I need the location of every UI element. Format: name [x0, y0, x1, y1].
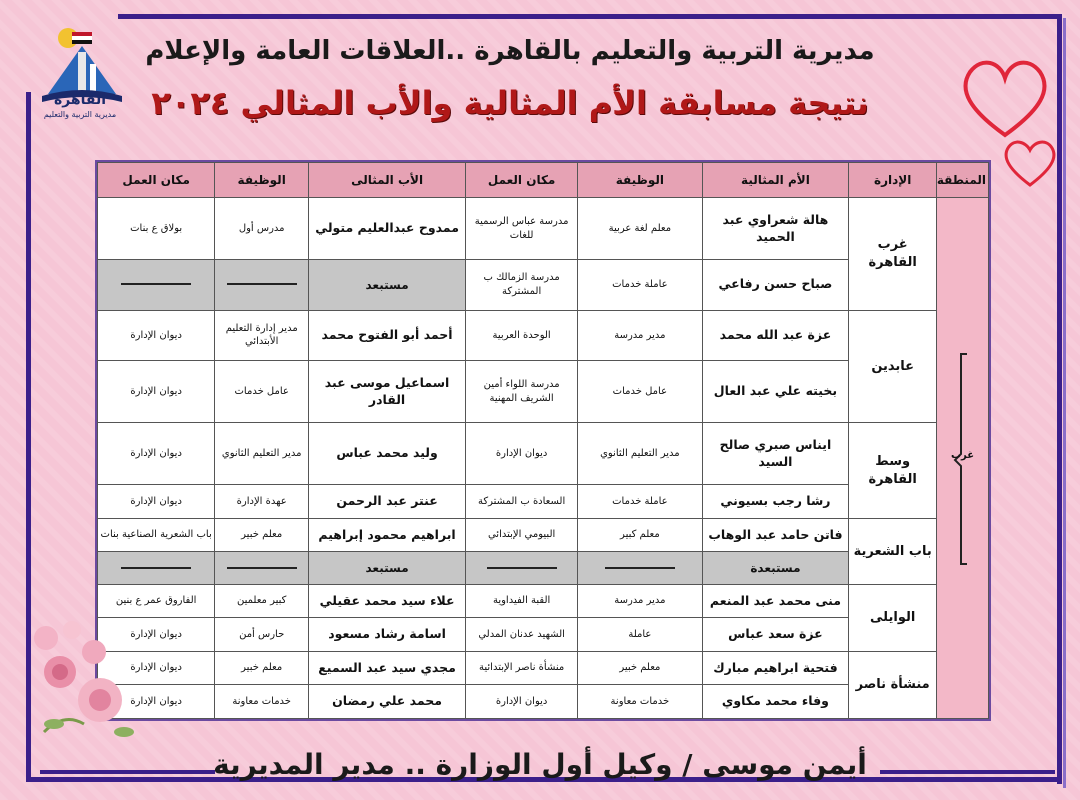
father-place: ديوان الإدارة — [98, 485, 215, 519]
mother-name: فتحية ابراهيم مبارك — [702, 651, 849, 685]
mother-job: معلم كبير — [578, 518, 702, 552]
admin-cell: غرب القاهرة — [849, 198, 937, 311]
region-cell — [937, 198, 989, 719]
table-row — [98, 651, 989, 685]
logo-subtitle: مديرية التربية والتعليم — [43, 110, 117, 119]
mother-job: خدمات معاونة — [578, 685, 702, 719]
father-name: علاء سيد محمد عقيلي — [309, 584, 466, 618]
father-job: خدمات معاونة — [215, 685, 309, 719]
father-job: معلم خبير — [215, 518, 309, 552]
roses-icon — [24, 612, 144, 752]
col-header-father-name: الأب المثالى — [309, 163, 466, 198]
father-place: بولاق ع بنات — [98, 198, 215, 260]
col-header-admin: الإدارة — [849, 163, 937, 198]
mother-job: عاملة خدمات — [578, 260, 702, 311]
col-header-father-job: الوظيفة — [215, 163, 309, 198]
table-row — [98, 310, 989, 361]
admin-cell: وسط القاهرة — [849, 423, 937, 519]
mother-name: هالة شعراوي عبد الحميد — [702, 198, 849, 260]
footer-line-left — [40, 770, 215, 774]
mother-name: منى محمد عبد المنعم — [702, 584, 849, 618]
mother-place: السعادة ب المشتركة — [466, 485, 578, 519]
mother-job: مدير التعليم الثانوي — [578, 423, 702, 485]
father-place: ديوان الإدارة — [98, 361, 215, 423]
father-job: مدرس أول — [215, 198, 309, 260]
mother-job: مدير مدرسة — [578, 584, 702, 618]
mother-place: الوحدة العربية — [466, 310, 578, 361]
father-name: وليد محمد عباس — [309, 423, 466, 485]
father-place-empty — [98, 260, 215, 311]
mother-name: فاتن حامد عبد الوهاب — [702, 518, 849, 552]
mother-excluded: مستبعدة — [702, 552, 849, 584]
mother-name: رشا رجب بسيوني — [702, 485, 849, 519]
father-job: مدير إدارة التعليم الأبتدائي — [215, 310, 309, 361]
col-header-mother-name: الأم المثالية — [702, 163, 849, 198]
mother-place: البيومي الإبتدائي — [466, 518, 578, 552]
mother-name: ايناس صبري صالح السيد — [702, 423, 849, 485]
father-place: ديوان الإدارة — [98, 618, 215, 652]
mother-place: ديوان الإدارة — [466, 423, 578, 485]
father-excluded: مستبعد — [309, 552, 466, 584]
father-name: ممدوح عبدالعليم متولي — [309, 198, 466, 260]
mother-place: ديوان الإدارة — [466, 685, 578, 719]
table-row — [98, 518, 989, 552]
admin-cell: باب الشعرية — [849, 518, 937, 584]
footer-signature: أيمن موسى / وكيل أول الوزارة .. مدير المديرية — [213, 748, 867, 781]
father-place: الفاروق عمر ع بنين — [98, 584, 215, 618]
mother-job: عامل خدمات — [578, 361, 702, 423]
mother-place: الشهيد عدنان المدلي — [466, 618, 578, 652]
mother-place: القبة الفيداوية — [466, 584, 578, 618]
mother-job-empty — [578, 552, 702, 584]
mother-job: معلم خبير — [578, 651, 702, 685]
mother-name: عزة عبد الله محمد — [702, 310, 849, 361]
mother-place: مدرسة عباس الرسمية للغات — [466, 198, 578, 260]
father-name: ابراهيم محمود إبراهيم — [309, 518, 466, 552]
table-row — [98, 584, 989, 618]
father-name: اسامة رشاد مسعود — [309, 618, 466, 652]
father-name: مجدي سيد عبد السميع — [309, 651, 466, 685]
father-place: ديوان الإدارة — [98, 651, 215, 685]
father-place: باب الشعرية الصناعية بنات — [98, 518, 215, 552]
father-place: ديوان الإدارة — [98, 423, 215, 485]
col-header-region: المنطقة — [937, 163, 989, 198]
mother-name: عزة سعد عباس — [702, 618, 849, 652]
mother-job: معلم لغة عربية — [578, 198, 702, 260]
logo-name: القاهرة — [53, 92, 107, 108]
col-header-mother-place: مكان العمل — [466, 163, 578, 198]
father-job: كبير معلمين — [215, 584, 309, 618]
admin-cell: عابدين — [849, 310, 937, 423]
father-job-empty — [215, 552, 309, 584]
mother-place: مدرسة الزمالك ب المشتركة — [466, 260, 578, 311]
mother-place: منشأة ناصر الإبتدائية — [466, 651, 578, 685]
father-job: عهدة الإدارة — [215, 485, 309, 519]
region-label: غرب — [950, 449, 975, 461]
table-row — [98, 198, 989, 260]
father-excluded: مستبعد — [309, 260, 466, 311]
results-title: نتيجة مسابقة الأم المثالية والأب المثالي ٢٠٢٤ — [151, 84, 869, 122]
admin-cell: الوايلى — [849, 584, 937, 651]
table-row — [98, 423, 989, 485]
header-title: مديرية التربية والتعليم بالقاهرة ..العلاقات العامة والإعلام — [145, 36, 875, 66]
mother-job: عاملة — [578, 618, 702, 652]
footer-line-right — [880, 770, 1055, 774]
father-name: أحمد أبو الفتوح محمد — [309, 310, 466, 361]
father-job-empty — [215, 260, 309, 311]
father-job: مدير التعليم الثانوي — [215, 423, 309, 485]
frame-right-shadow — [1063, 18, 1066, 788]
mother-name: صباح حسن رفاعي — [702, 260, 849, 311]
father-job: عامل خدمات — [215, 361, 309, 423]
father-place: ديوان الإدارة — [98, 685, 215, 719]
admin-cell: منشأة ناصر — [849, 651, 937, 718]
father-name: عنتر عبد الرحمن — [309, 485, 466, 519]
mother-name: وفاء محمد مكاوي — [702, 685, 849, 719]
father-job: حارس أمن — [215, 618, 309, 652]
frame-top — [118, 14, 1062, 19]
col-header-father-place: مكان العمل — [98, 163, 215, 198]
col-header-mother-job: الوظيفة — [578, 163, 702, 198]
father-name: محمد علي رمضان — [309, 685, 466, 719]
table-header-row — [98, 163, 989, 198]
father-place-empty — [98, 552, 215, 584]
father-place: ديوان الإدارة — [98, 310, 215, 361]
mother-job: مدير مدرسة — [578, 310, 702, 361]
results-table — [95, 160, 991, 721]
mother-name: بخيته علي عبد العال — [702, 361, 849, 423]
mother-job: عاملة خدمات — [578, 485, 702, 519]
father-job: معلم خبير — [215, 651, 309, 685]
mother-place-empty — [466, 552, 578, 584]
mother-place: مدرسة اللواء أمين الشريف المهنية — [466, 361, 578, 423]
father-name: اسماعيل موسى عبد القادر — [309, 361, 466, 423]
